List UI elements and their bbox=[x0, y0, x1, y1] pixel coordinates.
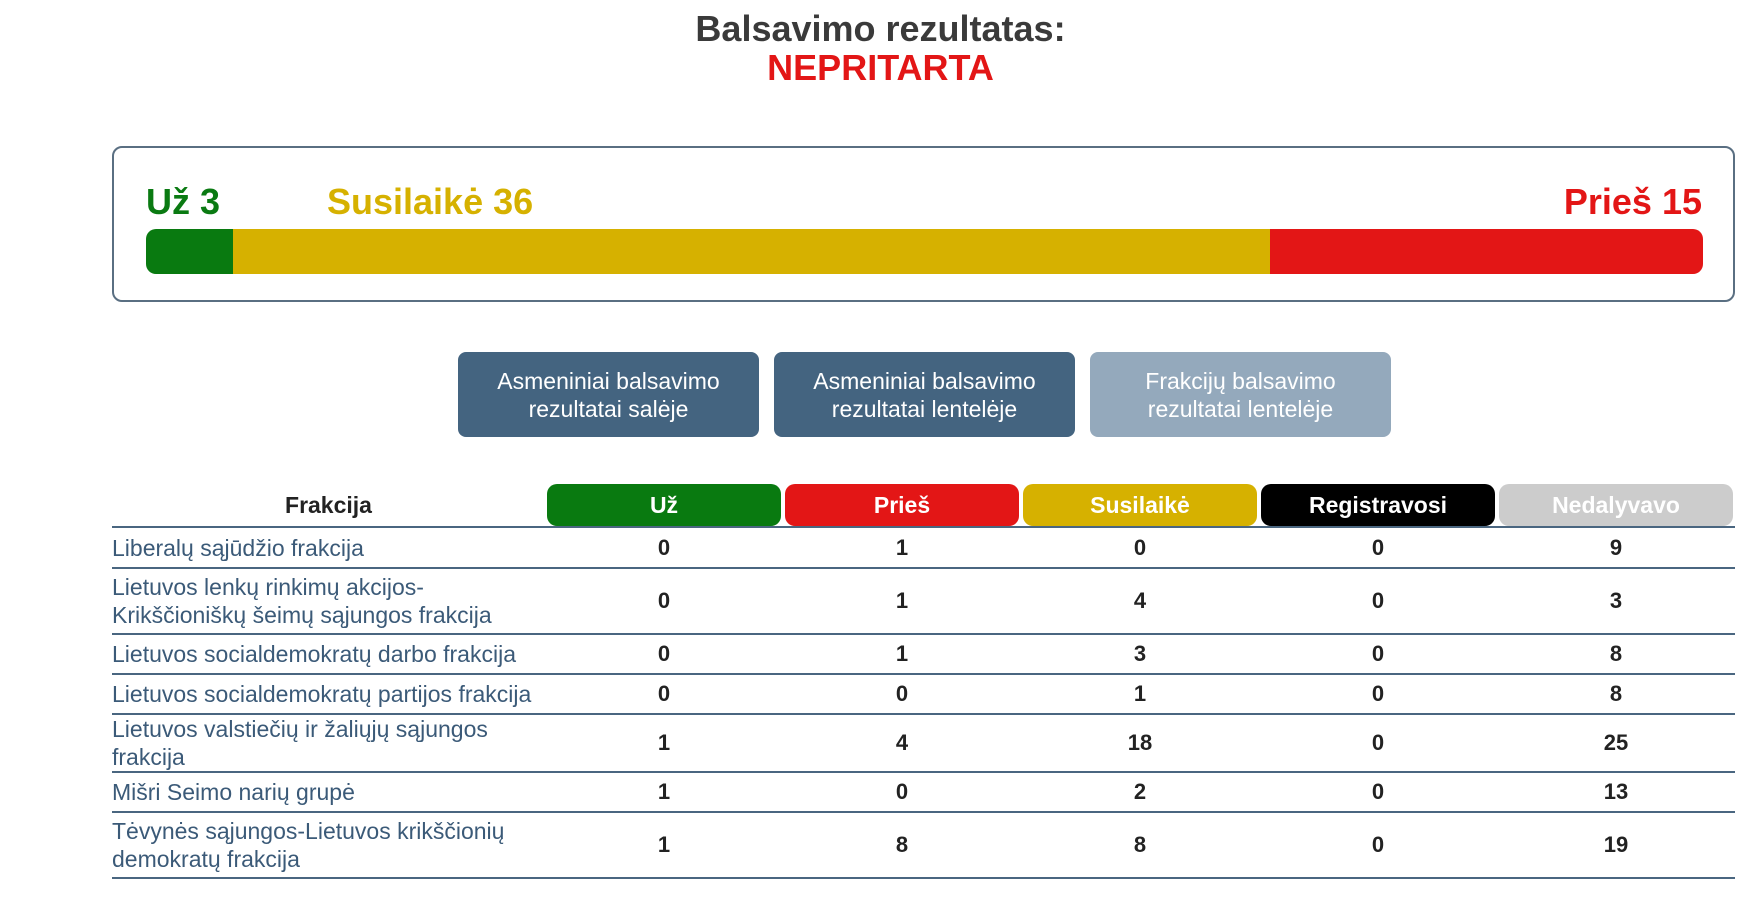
table-row bbox=[112, 674, 1735, 714]
vote-distribution-bar bbox=[146, 229, 1703, 274]
registered-value: 0 bbox=[1259, 812, 1497, 878]
for-value: 0 bbox=[545, 568, 783, 634]
faction-name-link[interactable]: Lietuvos socialdemokratų partijos frakcija bbox=[112, 674, 545, 714]
for-value: 1 bbox=[545, 772, 783, 812]
for-value: 0 bbox=[545, 527, 783, 568]
table-row bbox=[112, 527, 1735, 568]
absent-value: 13 bbox=[1497, 772, 1735, 812]
vote-counts bbox=[114, 182, 1733, 222]
faction-column-header: Frakcija bbox=[112, 484, 545, 527]
vote-verdict: NEPRITARTA bbox=[767, 47, 994, 88]
table-row bbox=[112, 772, 1735, 812]
faction-results-table bbox=[112, 484, 1735, 879]
registered-value: 0 bbox=[1259, 568, 1497, 634]
table-row bbox=[112, 714, 1735, 772]
against-value: 1 bbox=[783, 634, 1021, 674]
table-row bbox=[112, 634, 1735, 674]
table-header-row bbox=[112, 484, 1735, 527]
absent-value: 3 bbox=[1497, 568, 1735, 634]
faction-name-link[interactable]: Lietuvos lenkų rinkimų akcijos-Krikščioniškų šeimų sąjungos frakcija bbox=[112, 568, 545, 634]
bar-segment-abstain bbox=[233, 229, 1271, 274]
abstain-value: 1 bbox=[1021, 674, 1259, 714]
registered-value: 0 bbox=[1259, 674, 1497, 714]
abstain-column-header bbox=[1021, 484, 1259, 527]
abstain-count-label: Susilaikė 36 bbox=[327, 181, 534, 222]
against-value: 0 bbox=[783, 772, 1021, 812]
hall-results-button[interactable]: Asmeniniai balsavimo rezultatai salėje bbox=[458, 352, 759, 437]
page-title: Balsavimo rezultatas: bbox=[695, 8, 1066, 49]
against-value: 4 bbox=[783, 714, 1021, 772]
abstain-value: 8 bbox=[1021, 812, 1259, 878]
personal-table-button[interactable]: Asmeniniai balsavimo rezultatai lentelėje bbox=[774, 352, 1075, 437]
abstain-value: 3 bbox=[1021, 634, 1259, 674]
faction-name-link[interactable]: Tėvynės sąjungos-Lietuvos krikščionių demokratų frakcija bbox=[112, 812, 545, 878]
absent-column-pill: Nedalyvavo bbox=[1499, 484, 1733, 526]
for-value: 0 bbox=[545, 634, 783, 674]
faction-name-link[interactable]: Liberalų sąjūdžio frakcija bbox=[112, 527, 545, 568]
bar-segment-against bbox=[1270, 229, 1703, 274]
against-column-header bbox=[783, 484, 1021, 527]
absent-column-header bbox=[1497, 484, 1735, 527]
vote-summary-box bbox=[112, 146, 1735, 302]
registered-value: 0 bbox=[1259, 772, 1497, 812]
for-column-pill: Už bbox=[547, 484, 781, 526]
abstain-value: 2 bbox=[1021, 772, 1259, 812]
absent-value: 9 bbox=[1497, 527, 1735, 568]
registered-value: 0 bbox=[1259, 714, 1497, 772]
bar-segment-for bbox=[146, 229, 233, 274]
table-row bbox=[112, 568, 1735, 634]
abstain-value: 0 bbox=[1021, 527, 1259, 568]
absent-value: 8 bbox=[1497, 674, 1735, 714]
for-value: 0 bbox=[545, 674, 783, 714]
abstain-value: 4 bbox=[1021, 568, 1259, 634]
absent-value: 8 bbox=[1497, 634, 1735, 674]
absent-value: 19 bbox=[1497, 812, 1735, 878]
against-column-pill: Prieš bbox=[785, 484, 1019, 526]
registered-value: 0 bbox=[1259, 527, 1497, 568]
against-value: 8 bbox=[783, 812, 1021, 878]
faction-table-button[interactable]: Frakcijų balsavimo rezultatai lentelėje bbox=[1090, 352, 1391, 437]
for-value: 1 bbox=[545, 812, 783, 878]
table-row bbox=[112, 812, 1735, 878]
faction-name-link[interactable]: Lietuvos socialdemokratų darbo frakcija bbox=[112, 634, 545, 674]
for-value: 1 bbox=[545, 714, 783, 772]
registered-column-header bbox=[1259, 484, 1497, 527]
registered-value: 0 bbox=[1259, 634, 1497, 674]
against-count-label: Prieš 15 bbox=[1563, 181, 1702, 222]
for-count-label: Už 3 bbox=[146, 181, 221, 222]
for-column-header bbox=[545, 484, 783, 527]
against-value: 1 bbox=[783, 527, 1021, 568]
abstain-column-pill: Susilaikė bbox=[1023, 484, 1257, 526]
view-switch-buttons bbox=[458, 352, 1406, 437]
against-value: 1 bbox=[783, 568, 1021, 634]
page-header bbox=[0, 0, 1761, 88]
faction-name-link[interactable]: Lietuvos valstiečių ir žaliųjų sąjungos frakcija bbox=[112, 714, 545, 772]
faction-name-link[interactable]: Mišri Seimo narių grupė bbox=[112, 772, 545, 812]
absent-value: 25 bbox=[1497, 714, 1735, 772]
registered-column-pill: Registravosi bbox=[1261, 484, 1495, 526]
against-value: 0 bbox=[783, 674, 1021, 714]
abstain-value: 18 bbox=[1021, 714, 1259, 772]
